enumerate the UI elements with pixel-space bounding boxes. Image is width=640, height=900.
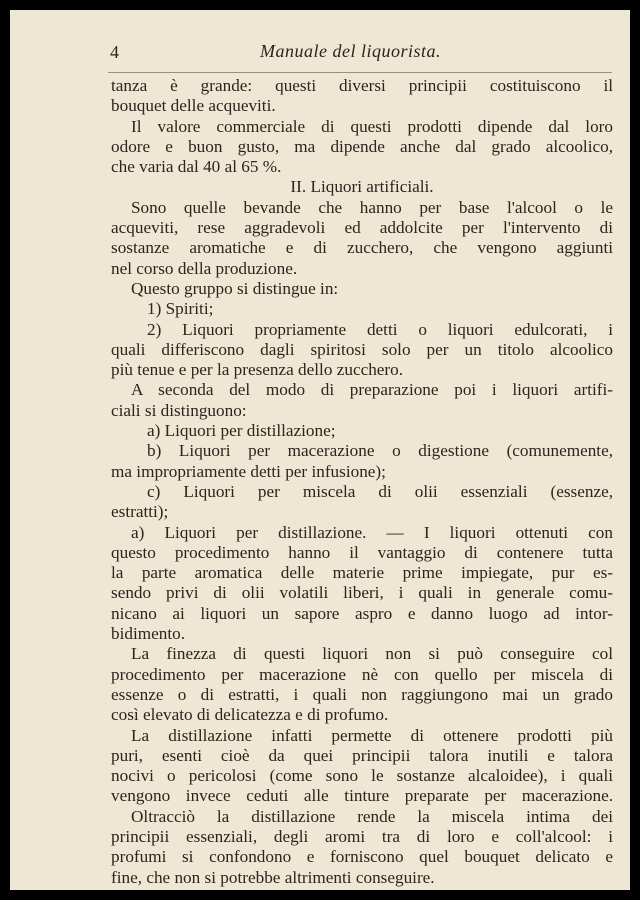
text-line: ciali si distinguono: [111,400,247,420]
text-line: che varia dal 40 al 65 %. [111,157,282,177]
text-line: estratti); [111,502,169,522]
text-line: fine, che non si potrebbe altrimenti conseguire. [111,867,435,887]
text-line: acqueviti, rese aggradevoli ed addolcite per l'intervento di [111,218,613,238]
text-line: puri, esenti cioè da quei principii talora inutili e talora [111,745,613,765]
text-line: 2) Liquori propriamente detti o liquori edulcorati, i [147,319,613,339]
page-header [108,38,612,73]
text-line: principii essenziali, degli aromi tra di loro e coll'alcool: i [111,826,613,846]
text-line: così elevato di delicatezza e di profumo. [111,705,389,725]
text-line: Il valore commerciale di questi prodotti dipende dal loro [131,116,613,136]
text-line: La distillazione infatti permette di ottenere prodotti più [131,725,613,745]
text-line: profumi si confondono e forniscono quel bouquet delicato e [111,847,613,867]
text-line: a) Liquori per distillazione; [147,421,336,441]
section-heading: II. Liquori artificiali. [290,177,434,197]
text-line: Sono quelle bevande che hanno per base l'alcool o le [131,197,613,217]
text-line: nocivi o pericolosi (come sono le sostanze alcaloidee), i quali [111,766,613,786]
text-line: procedimento per macerazione nè con quello per miscela di [111,664,613,684]
text-line: la parte aromatica delle materie prime impiegate, pur es- [111,563,613,583]
text-line: odore e buon gusto, ma dipende anche dal grado alcoolico, [111,136,613,156]
text-line: Questo gruppo si distingue in: [131,278,339,298]
text-line: quali differiscono dagli spiritosi solo per un titolo alcoolico [111,339,613,359]
text-line: a) Liquori per distillazione. — I liquori ottenuti con [131,522,613,542]
text-line: più tenue e per la presenza dello zucchero. [111,360,404,380]
text-line: Oltracciò la distillazione rende la miscela intima dei [131,806,613,826]
text-line: sendo privi di olii volatili liberi, i quali in generale comu- [111,583,613,603]
text-line: essenze o di estratti, i quali non raggiungono mai un grado [111,684,613,704]
text-line: A seconda del modo di preparazione poi i liquori artifi- [131,380,613,400]
text-line: bidimento. [111,624,185,644]
book-page [10,10,630,890]
text-line: questo procedimento hanno il vantaggio di contenere tutta [111,542,613,562]
text-line: nicano ai liquori un sapore aspro e danno luogo ad intor- [111,603,613,623]
text-line: ma impropriamente detti per infusione); [111,461,386,481]
text-line: 1) Spiriti; [147,299,214,319]
text-line: vengono invece ceduti alle tinture preparate per macerazione. [111,786,613,806]
text-line: c) Liquori per miscela di olii essenziali (essenze, [147,481,613,501]
text-line: sostanze aromatiche e di zucchero, che vengono aggiunti [111,238,613,258]
body-text [111,76,613,888]
page-number: 4 [110,42,119,62]
text-line: b) Liquori per macerazione o digestione (comunemente, [147,441,613,461]
text-line: La finezza di questi liquori non si può conseguire col [131,644,613,664]
text-line: nel corso della produzione. [111,258,298,278]
running-title: Manuale del liquorista. [260,41,441,61]
text-line: bouquet delle acqueviti. [111,96,276,116]
text-line: tanza è grande: questi diversi principii costituiscono il [111,76,613,95]
